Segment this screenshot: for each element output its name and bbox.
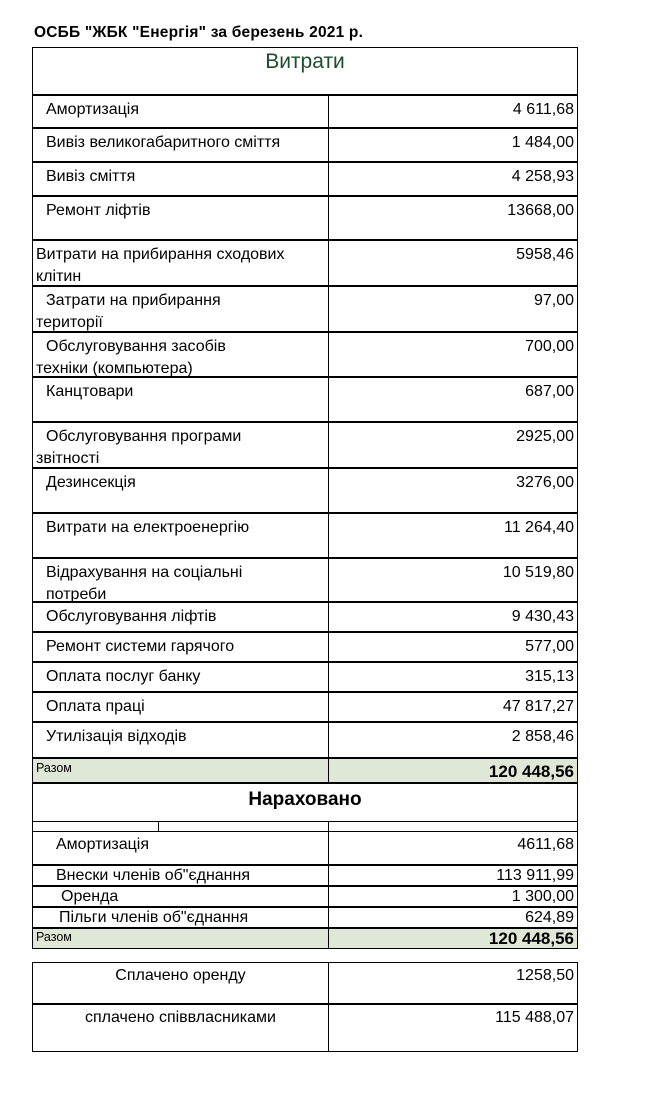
- accrued-value: 4611,68: [517, 836, 574, 853]
- accrued-row: [32, 865, 578, 886]
- expense-value: 9 430,43: [511, 608, 574, 625]
- expense-value: 13668,00: [507, 202, 574, 219]
- expense-row: [32, 95, 578, 128]
- expense-label-line: Затрати на прибирання: [46, 292, 221, 309]
- expense-label-line: Обслуговування засобів: [46, 338, 226, 355]
- expense-label: [33, 423, 329, 467]
- expense-value: 5958,46: [516, 246, 574, 263]
- expense-value: 2 858,46: [511, 728, 574, 745]
- expense-label: [33, 559, 329, 601]
- expenses-header: [32, 47, 578, 95]
- accrued-row: [32, 886, 578, 907]
- expense-label-line: потреби: [46, 586, 107, 603]
- document-title: ОСББ "ЖБК "Енергія" за березень 2021 р.: [34, 24, 364, 41]
- accrued-spacer-cell: [33, 822, 329, 831]
- expense-row: [32, 422, 578, 468]
- payment-row: [32, 1004, 578, 1052]
- expense-row: [32, 692, 578, 722]
- payment-label: сплачено співвласниками: [33, 1005, 329, 1051]
- expense-value: 700,00: [525, 338, 574, 355]
- expenses-total-row: [32, 758, 578, 783]
- expense-row: [32, 196, 578, 240]
- expense-value: 3276,00: [516, 474, 574, 491]
- expense-label-line: клітин: [36, 268, 82, 285]
- expense-row: [32, 632, 578, 662]
- expense-value: 11 264,40: [504, 519, 574, 536]
- expense-value: 4 258,93: [511, 168, 574, 185]
- accrued-value: 1 300,00: [511, 888, 574, 905]
- accrued-header-text: Нараховано: [248, 789, 362, 810]
- expense-label-line: техніки (компьютера): [36, 360, 193, 377]
- accrued-label: Амортизація: [33, 832, 329, 864]
- expense-row: [32, 240, 578, 286]
- accrued-label: Оренда: [33, 887, 329, 906]
- accrued-value: 624,89: [525, 909, 574, 926]
- expense-label: Вивіз великогабаритного сміття: [33, 129, 329, 161]
- expense-value: 97,00: [533, 292, 574, 309]
- payment-value: 1258,50: [516, 967, 574, 984]
- expense-row: [32, 602, 578, 632]
- expense-value: 47 817,27: [502, 698, 574, 715]
- expense-label: Амортизація: [33, 96, 329, 127]
- expense-label-line: території: [36, 314, 103, 331]
- expense-label: Ремонт системи гарячого: [33, 633, 329, 661]
- expense-row: [32, 558, 578, 602]
- accrued-total-row: [32, 928, 578, 949]
- expense-label: Витрати на електроенергію: [33, 514, 329, 557]
- expense-value: 4 611,68: [512, 101, 574, 118]
- expense-value: 577,00: [525, 638, 574, 655]
- expenses-total-value: 120 448,56: [488, 762, 574, 781]
- expense-row: [32, 722, 578, 758]
- accrued-row: [32, 831, 578, 865]
- expense-row: [32, 377, 578, 422]
- expense-label: [33, 333, 329, 376]
- expense-row: [32, 286, 578, 332]
- expense-value: 1 484,00: [511, 134, 574, 151]
- expense-label-line: Витрати на прибирання сходових: [36, 246, 285, 263]
- expense-value: 687,00: [525, 383, 574, 400]
- expense-label: Канцтовари: [33, 378, 329, 421]
- expense-label: Дезинсекція: [33, 469, 329, 512]
- expense-label-line: Відрахування на соціальні: [46, 564, 243, 581]
- expenses-total-label: Разом: [33, 759, 329, 782]
- expense-row: [32, 662, 578, 692]
- accrued-spacer-row: [32, 821, 578, 831]
- expense-label: [33, 241, 329, 285]
- expense-label: Утилізація відходів: [33, 723, 329, 757]
- accrued-label: Пільги членів об"єднання: [33, 908, 329, 927]
- accrued-row: [32, 907, 578, 928]
- expense-label-line: Обслуговування програми: [46, 428, 242, 445]
- payment-value: 115 488,07: [495, 1009, 574, 1026]
- expense-value: 10 519,80: [502, 564, 574, 581]
- expense-row: [32, 332, 578, 377]
- accrued-value: 113 911,99: [496, 867, 574, 884]
- expense-row: [32, 162, 578, 196]
- expense-label: Вивіз сміття: [33, 163, 329, 195]
- accrued-total-label: Разом: [33, 929, 329, 948]
- accrued-total-value: 120 448,56: [488, 929, 574, 948]
- expense-value: 315,13: [525, 668, 574, 685]
- expense-row: [32, 128, 578, 162]
- accrued-label: Внески членів об"єднання: [33, 866, 329, 885]
- expense-row: [32, 513, 578, 558]
- expense-label: Ремонт ліфтів: [33, 197, 329, 239]
- expense-value: 2925,00: [516, 428, 574, 445]
- expense-row: [32, 468, 578, 513]
- expenses-header-text: Витрати: [265, 50, 345, 73]
- accrued-header: [32, 783, 578, 821]
- expense-label-line: звітності: [36, 450, 100, 467]
- payment-row: [32, 962, 578, 1004]
- expense-label: Оплата праці: [33, 693, 329, 721]
- payment-label: Сплачено оренду: [33, 963, 329, 1003]
- expense-label: Обслуговування ліфтів: [33, 603, 329, 631]
- column-tick-mark: [158, 821, 159, 831]
- expense-label: Оплата послуг банку: [33, 663, 329, 691]
- expense-label: [33, 287, 329, 331]
